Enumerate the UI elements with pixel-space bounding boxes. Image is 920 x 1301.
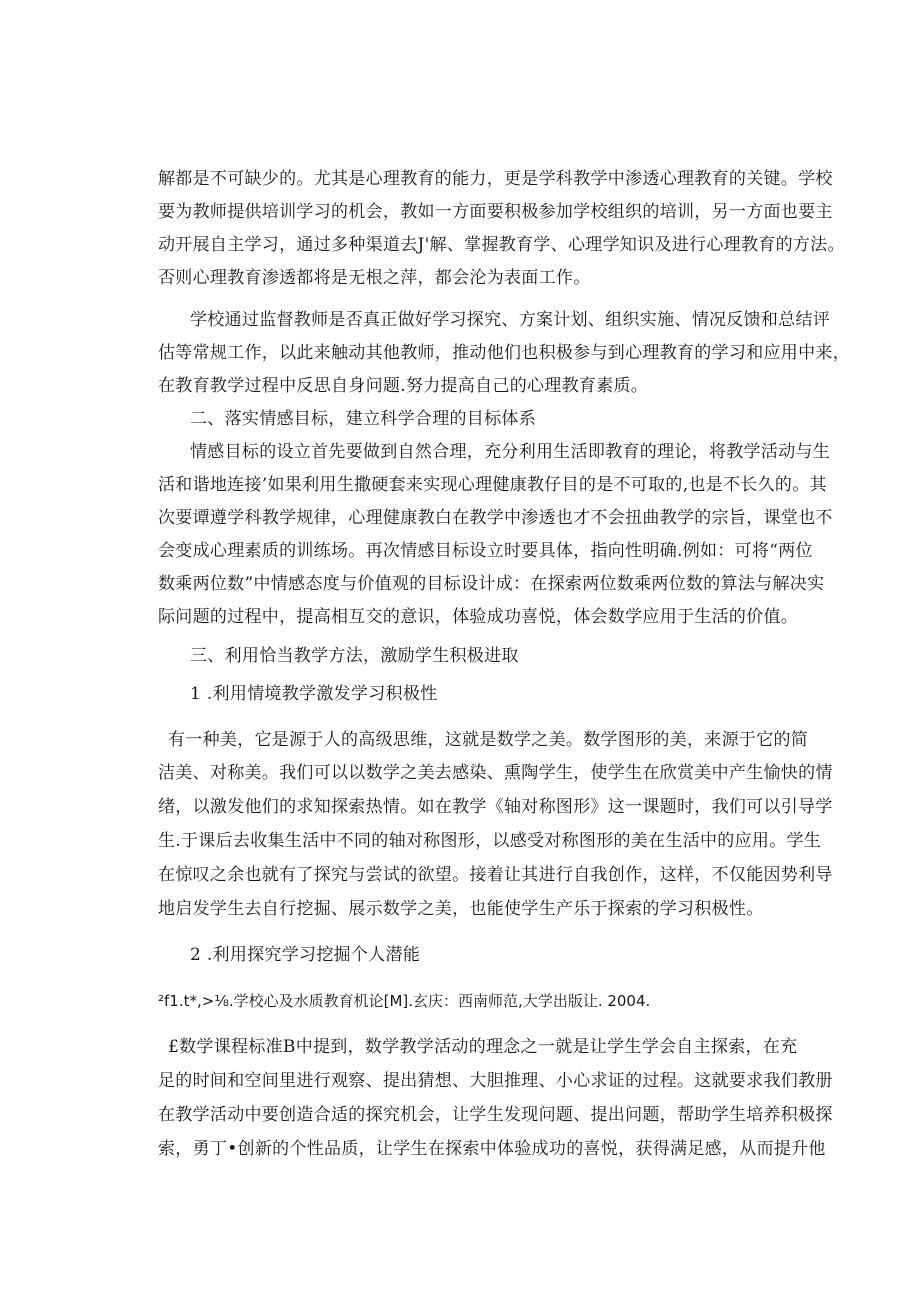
paragraph-line: 解都是不可缺少的。尤其是心理教育的能力，更是学科教学中渗透心理教育的关键。学校 [158, 169, 833, 189]
paragraph-line: 有一种美，它是源于人的高级思维，这就是数学之美。数学图形的美，来源于它的简 [168, 730, 809, 750]
paragraph-line: 在教育教学过程中反思自身问题.努力提高自己的心理教育素质。 [158, 376, 649, 396]
section-heading: 三、利用恰当教学方法，激励学生积极进取 [190, 646, 519, 666]
paragraph-line: 生.于课后去收集生活中不同的轴对称图形，以感受对称图形的美在生活中的应用。学生 [158, 831, 822, 851]
paragraph-line: 情感目标的设立首先要做到自然合理，充分利用生活即教育的理论，将教学活动与生 [190, 442, 831, 462]
paragraph-line: £数学课程标准B中提到，数学教学活动的理念之一就是让学生学会自主探索，在充 [168, 1037, 798, 1057]
paragraph-line: 索，勇丁•创新的个性品质，让学生在探索中体验成功的喜悦，获得满足感，从而提升他 [158, 1139, 826, 1159]
paragraph-line: 次要谭遵学科教学规律，心理健康教白在教学中渗透也才不会扭曲教学的宗旨，课堂也不 [158, 508, 833, 528]
paragraph-line: 数乘两位数”中情感态度与价值观的目标设计成：在探索两位数乘两位数的算法与解决实 [158, 574, 825, 594]
paragraph-line: 会变成心理素质的训练场。再次情感目标设立时要具体，指向性明确.例如：可将“两位 [158, 541, 813, 561]
paragraph-line: 在教学活动中要创造合适的探究机会，让学生发现问题、提出问题，帮助学生培养积极探 [158, 1105, 833, 1125]
paragraph-line: 动开展自主学习，通过多种渠道去J'解、掌握教育学、心理学知识及进行心理教育的方法。 [158, 235, 845, 255]
footnote: ²f1.t*,>⅛.学校心及水质教育机论[M].玄庆：西南师范,大学出版让. 2004. [158, 992, 651, 1010]
paragraph-line: 活和谐地连接’如果利用生撒硬套来实现心理健康教仔目的是不可取的,也是不长久的。其 [158, 475, 827, 495]
paragraph-line: 际问题的过程中，提高相互交的意识，体验成功喜悦，体会数学应用于生活的价值。 [158, 607, 799, 627]
subsection-heading: 2 .利用探究学习挖掘个人潜能 [190, 945, 421, 965]
paragraph-line: 否则心理教育渗透都将是无根之萍，都会沦为表面工作。 [158, 268, 591, 288]
paragraph-line: 在惊叹之余也就有了探究与尝试的欲望。接着让其进行自我创作，这样，不仅能因势利导 [158, 865, 833, 885]
paragraph-line: 洁美、对称美。我们可以以数学之美去感染、熏陶学生，使学生在欣赏美中产生愉快的情 [158, 763, 833, 783]
section-heading: 二、落实情感目标，建立科学合理的目标体系 [190, 409, 536, 429]
subsection-heading: 1 .利用情境教学激发学习积极性 [190, 684, 438, 704]
paragraph-line: 足的时间和空间里进行观察、提出猜想、大胆推理、小心求证的过程。这就要求我们教册 [158, 1071, 833, 1091]
paragraph-line: 要为教师提供培训学习的机会，教如一方面要积极参加学校组织的培训，另一方面也要主 [158, 202, 833, 222]
paragraph-line: 地启发学生去自行挖掘、展示数学之美，也能使学生产乐于探索的学习积极性。 [158, 899, 764, 919]
paragraph-line: 估等常规工作，以此来触动其他教师，推动他们也积极参与到心理教育的学习和应用中来， [158, 343, 850, 363]
paragraph-line: 学校通过监督教师是否真正做好学习探究、方案计划、组织实施、情况反馈和总结评 [190, 310, 831, 330]
paragraph-line: 绪，以激发他们的求知探索热情。如在教学《轴对称图形》这一课题时，我们可以引导学 [158, 797, 833, 817]
